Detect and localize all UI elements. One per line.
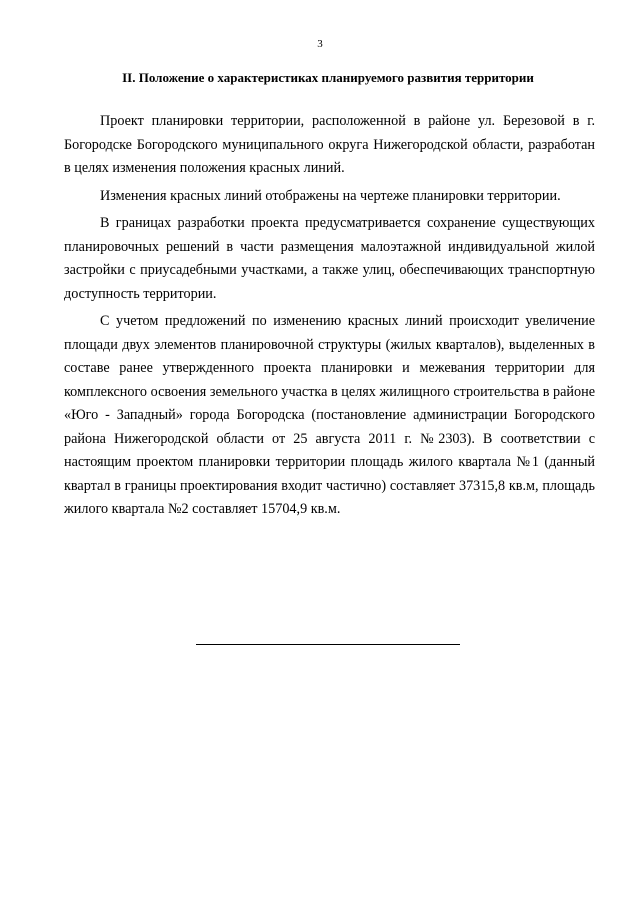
section-heading: II. Положение о характеристиках планируемого развития территории bbox=[122, 70, 534, 85]
section-body bbox=[64, 110, 595, 522]
paragraph-red-lines-drawing: Изменения красных линий отображены на чертеже планировки территории. bbox=[100, 187, 561, 204]
end-separator-line bbox=[196, 644, 460, 645]
paragraph-project-purpose: Проект планировки территории, расположенной в районе ул. Березовой в г. Богородске Богородского муниципального округа Нижегородской области, разработан в целях изменения положения красных линий. bbox=[64, 113, 595, 176]
paragraph-quarter-areas: С учетом предложений по изменению красных линий происходит увеличение площади двух элементов планировочной структуры (жилых кварталов), выделенных в составе ранее утвержденного проекта планировки и межевания территории для комплексного освоения земельного участка в целях жилищного строительства в районе «Юго - Западный» города Богородска (постановление администрации Богородского района Нижегородской области от 25 августа 2011 г. №2303). В соответствии с настоящим проектом планировки территории площадь жилого квартала №1 (данный квартал в границы проектирования входит частично) составляет 37315,8 кв.м, площадь жилого квартала №2 составляет 15704,9 кв.м. bbox=[64, 313, 595, 517]
page-number: 3 bbox=[317, 38, 323, 50]
paragraph-existing-decisions: В границах разработки проекта предусматривается сохранение существующих планировочных решений в части размещения малоэтажной индивидуальной жилой застройки с приусадебными участками, а также улиц, обеспечивающих транспортную доступность территории. bbox=[64, 215, 595, 302]
